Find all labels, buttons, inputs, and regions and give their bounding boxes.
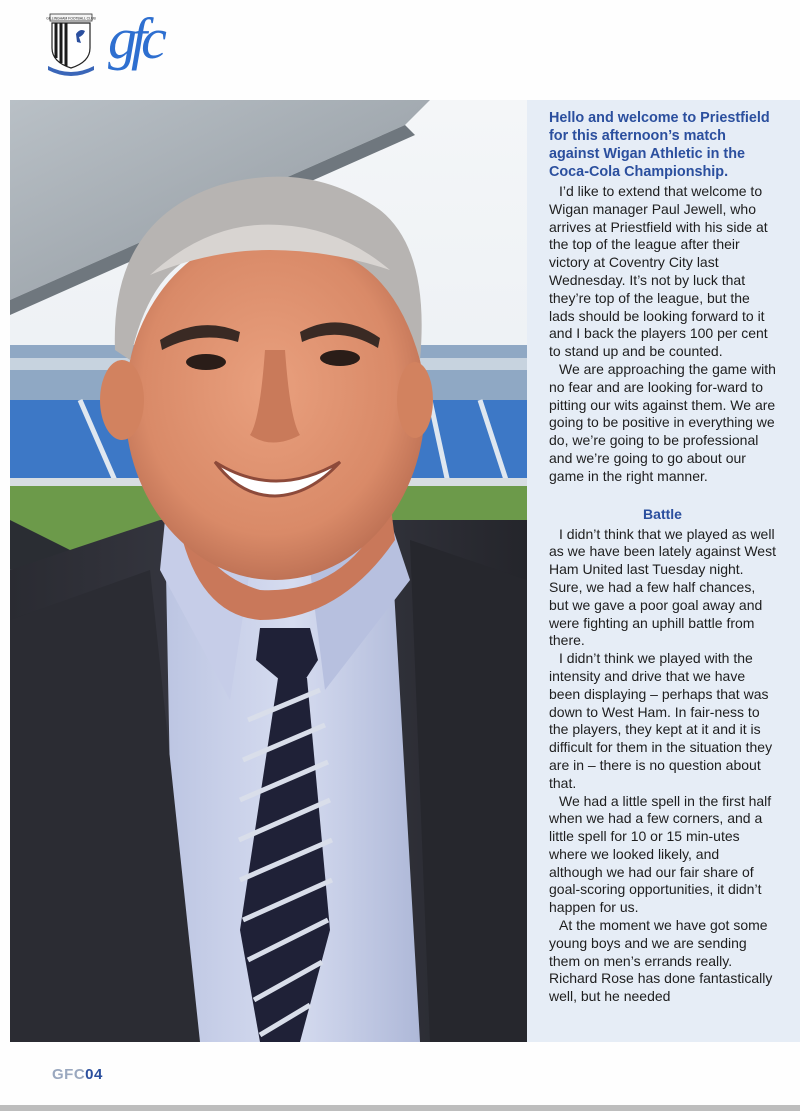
page-edge-shadow [0, 1105, 800, 1111]
article-body [549, 183, 776, 1006]
club-crest-icon [44, 12, 98, 76]
page-number-prefix: GFC [52, 1066, 86, 1083]
article-paragraph: I didn’t think we played with the intensity and drive that we have been displaying – perhaps that was down to West Ham. In fair-ness to the players, they kept at it and it is difficult for them in the situation they are in – there is no question about that. [549, 650, 773, 791]
manager-photo [10, 100, 527, 1042]
article-paragraph: We had a little spell in the first half when we had a few corners, and a little spell for 10 or 15 min-utes where we looked likely, and although we had our fair share of goal-scoring opportunities, it didn’t happen for us. [549, 792, 772, 916]
article-paragraph: I didn’t think that we played as well as we have been lately against West Ham United last Tuesday night. Sure, we had a few half chances, but we gave a poor goal away and were fighting an uphill battle from there. [549, 525, 776, 649]
article-paragraph: We are approaching the game with no fear and are looking for-ward to pitting our wits against them. We are going to be positive in everything we do, we’re going to be professional and we’re going to go about our game in the right manner. [549, 360, 776, 484]
article-subhead: Battle [643, 505, 682, 522]
svg-text:GILLINGHAM FOOTBALL CLUB: GILLINGHAM FOOTBALL CLUB [46, 16, 96, 21]
page-number [52, 1066, 103, 1083]
article-column [527, 100, 800, 1042]
article-lead: Hello and welcome to Priestfield for this afternoon’s match against Wigan Athletic in the Coca-Cola Championship. [549, 110, 770, 180]
page-header [0, 0, 800, 100]
page-number-value: 04 [85, 1066, 103, 1083]
gfc-monogram-logo [106, 12, 204, 74]
article-paragraph: At the moment we have got some young boys and we are sending them on men’s errands really. Richard Rose has done fantastically well, but he needed [549, 917, 773, 1005]
svg-text:gfc: gfc [108, 12, 161, 71]
article-paragraph: I’d like to extend that welcome to Wigan manager Paul Jewell, who arrives at Priestfield with his side at the top of the league after their victory at Coventry City last Wednesday. It’s not by luck that they’re top of the league, but the lads should be looking forward to it and I back the players 100 per cent to stand up and be counted. [549, 183, 768, 360]
page-footer [0, 1042, 800, 1111]
